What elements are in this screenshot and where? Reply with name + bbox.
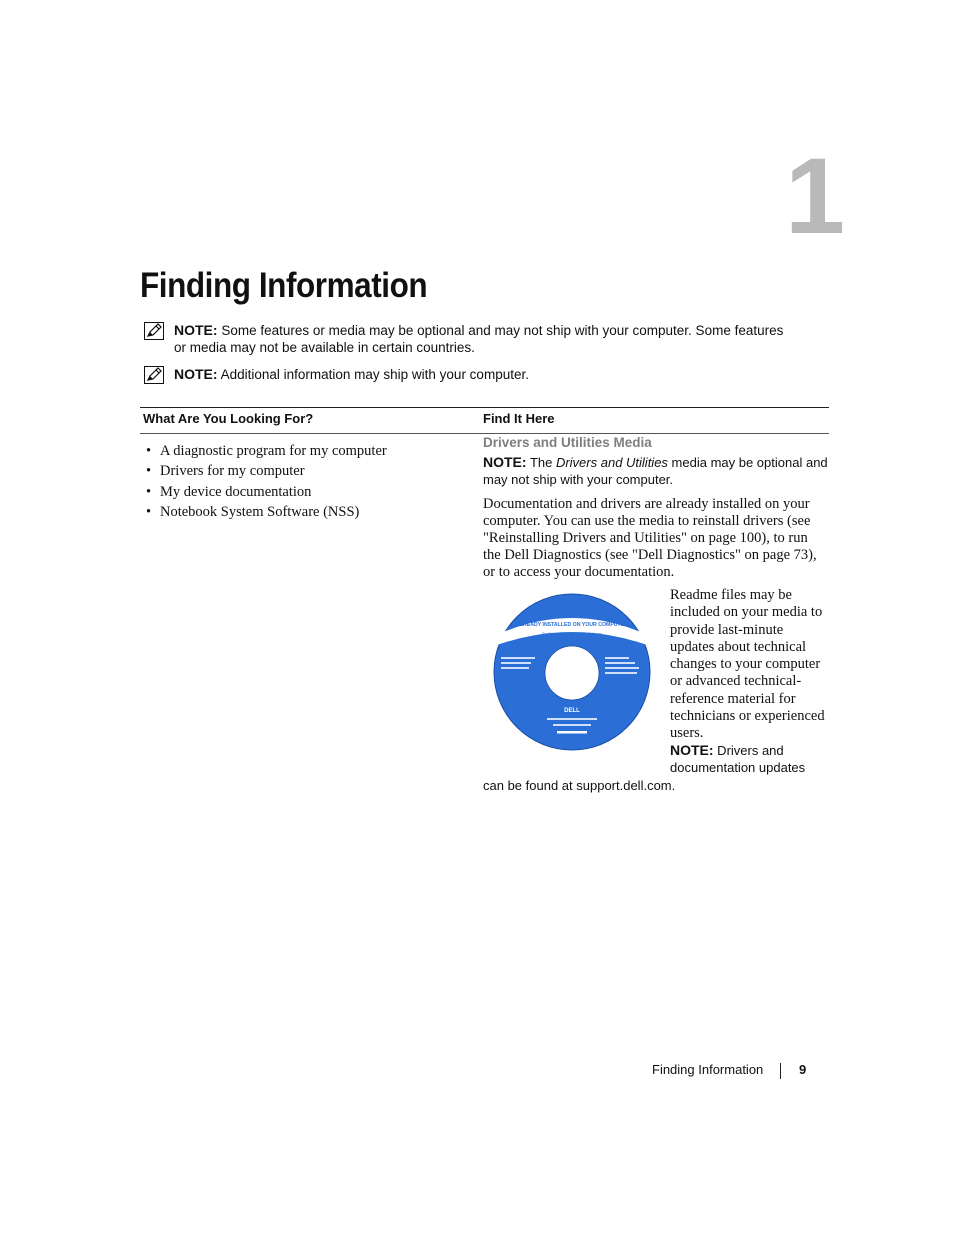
chapter-title: Finding Information [140, 266, 428, 305]
footer-divider [780, 1063, 781, 1079]
table-header [140, 407, 829, 434]
note-label: NOTE: [174, 366, 218, 382]
note-optional-features [144, 322, 784, 356]
documentation-paragraph: Documentation and drivers are already installed on your computer. You can use the media to reinstall drivers (see "Reinstalling Drivers and Utilities" on page 100), to run the Dell Diagnostics (see "Dell Diagnostics" on page 73), or to access your documentation. [483, 496, 817, 580]
note-text: Additional information may ship with your computer. [217, 367, 529, 382]
media-optional-note: NOTE: The Drivers and Utilities media may be optional and may not ship with your computer. [483, 454, 828, 487]
header-looking-for: What Are You Looking For? [143, 411, 314, 426]
cd-area [483, 587, 829, 777]
pencil-note-icon [144, 366, 164, 384]
readme-text: Readme files may be included on your media to provide last-minute updates about technical changes to your computer or advanced technical-reference material for technicians or experienced users. [670, 587, 825, 742]
disc-tagline: For Reinstalling Dell System Software [541, 632, 603, 636]
list-item: • My device documentation [146, 483, 312, 500]
chapter-number: 1 [785, 135, 846, 256]
list-item: • Drivers for my computer [146, 463, 305, 480]
page-number: 9 [799, 1062, 807, 1077]
note-text: Some features or media may be optional and may not ship with your computer. Some features or media may not be available in certain countries. [174, 323, 784, 355]
find-it-here-cell [483, 434, 829, 794]
drivers-utilities-disc-image [493, 593, 651, 751]
section-heading: Drivers and Utilities Media [483, 435, 652, 450]
pencil-note-icon [144, 322, 164, 340]
note-label: NOTE: [174, 322, 218, 338]
disc-brand: DELL [564, 708, 580, 714]
support-link-line: can be found at support.dell.com. [483, 778, 676, 793]
disc-title: DRIVERS AND UTILITIES [536, 611, 608, 617]
page-footer [652, 1062, 807, 1077]
list-item: • Notebook System Software (NSS) [146, 503, 360, 520]
note-additional-info [144, 366, 784, 383]
looking-for-list [146, 441, 387, 522]
header-find-it-here: Find It Here [483, 411, 555, 426]
updates-note: NOTE: Drivers and documentation updates [670, 742, 806, 775]
support-link[interactable]: support.dell.com [576, 778, 672, 793]
disc-subtitle: ALREADY INSTALLED ON YOUR COMPUTER [516, 622, 628, 628]
list-item: • A diagnostic program for my computer [146, 443, 387, 459]
footer-section: Finding Information [652, 1062, 764, 1077]
finding-info-table [140, 407, 829, 793]
